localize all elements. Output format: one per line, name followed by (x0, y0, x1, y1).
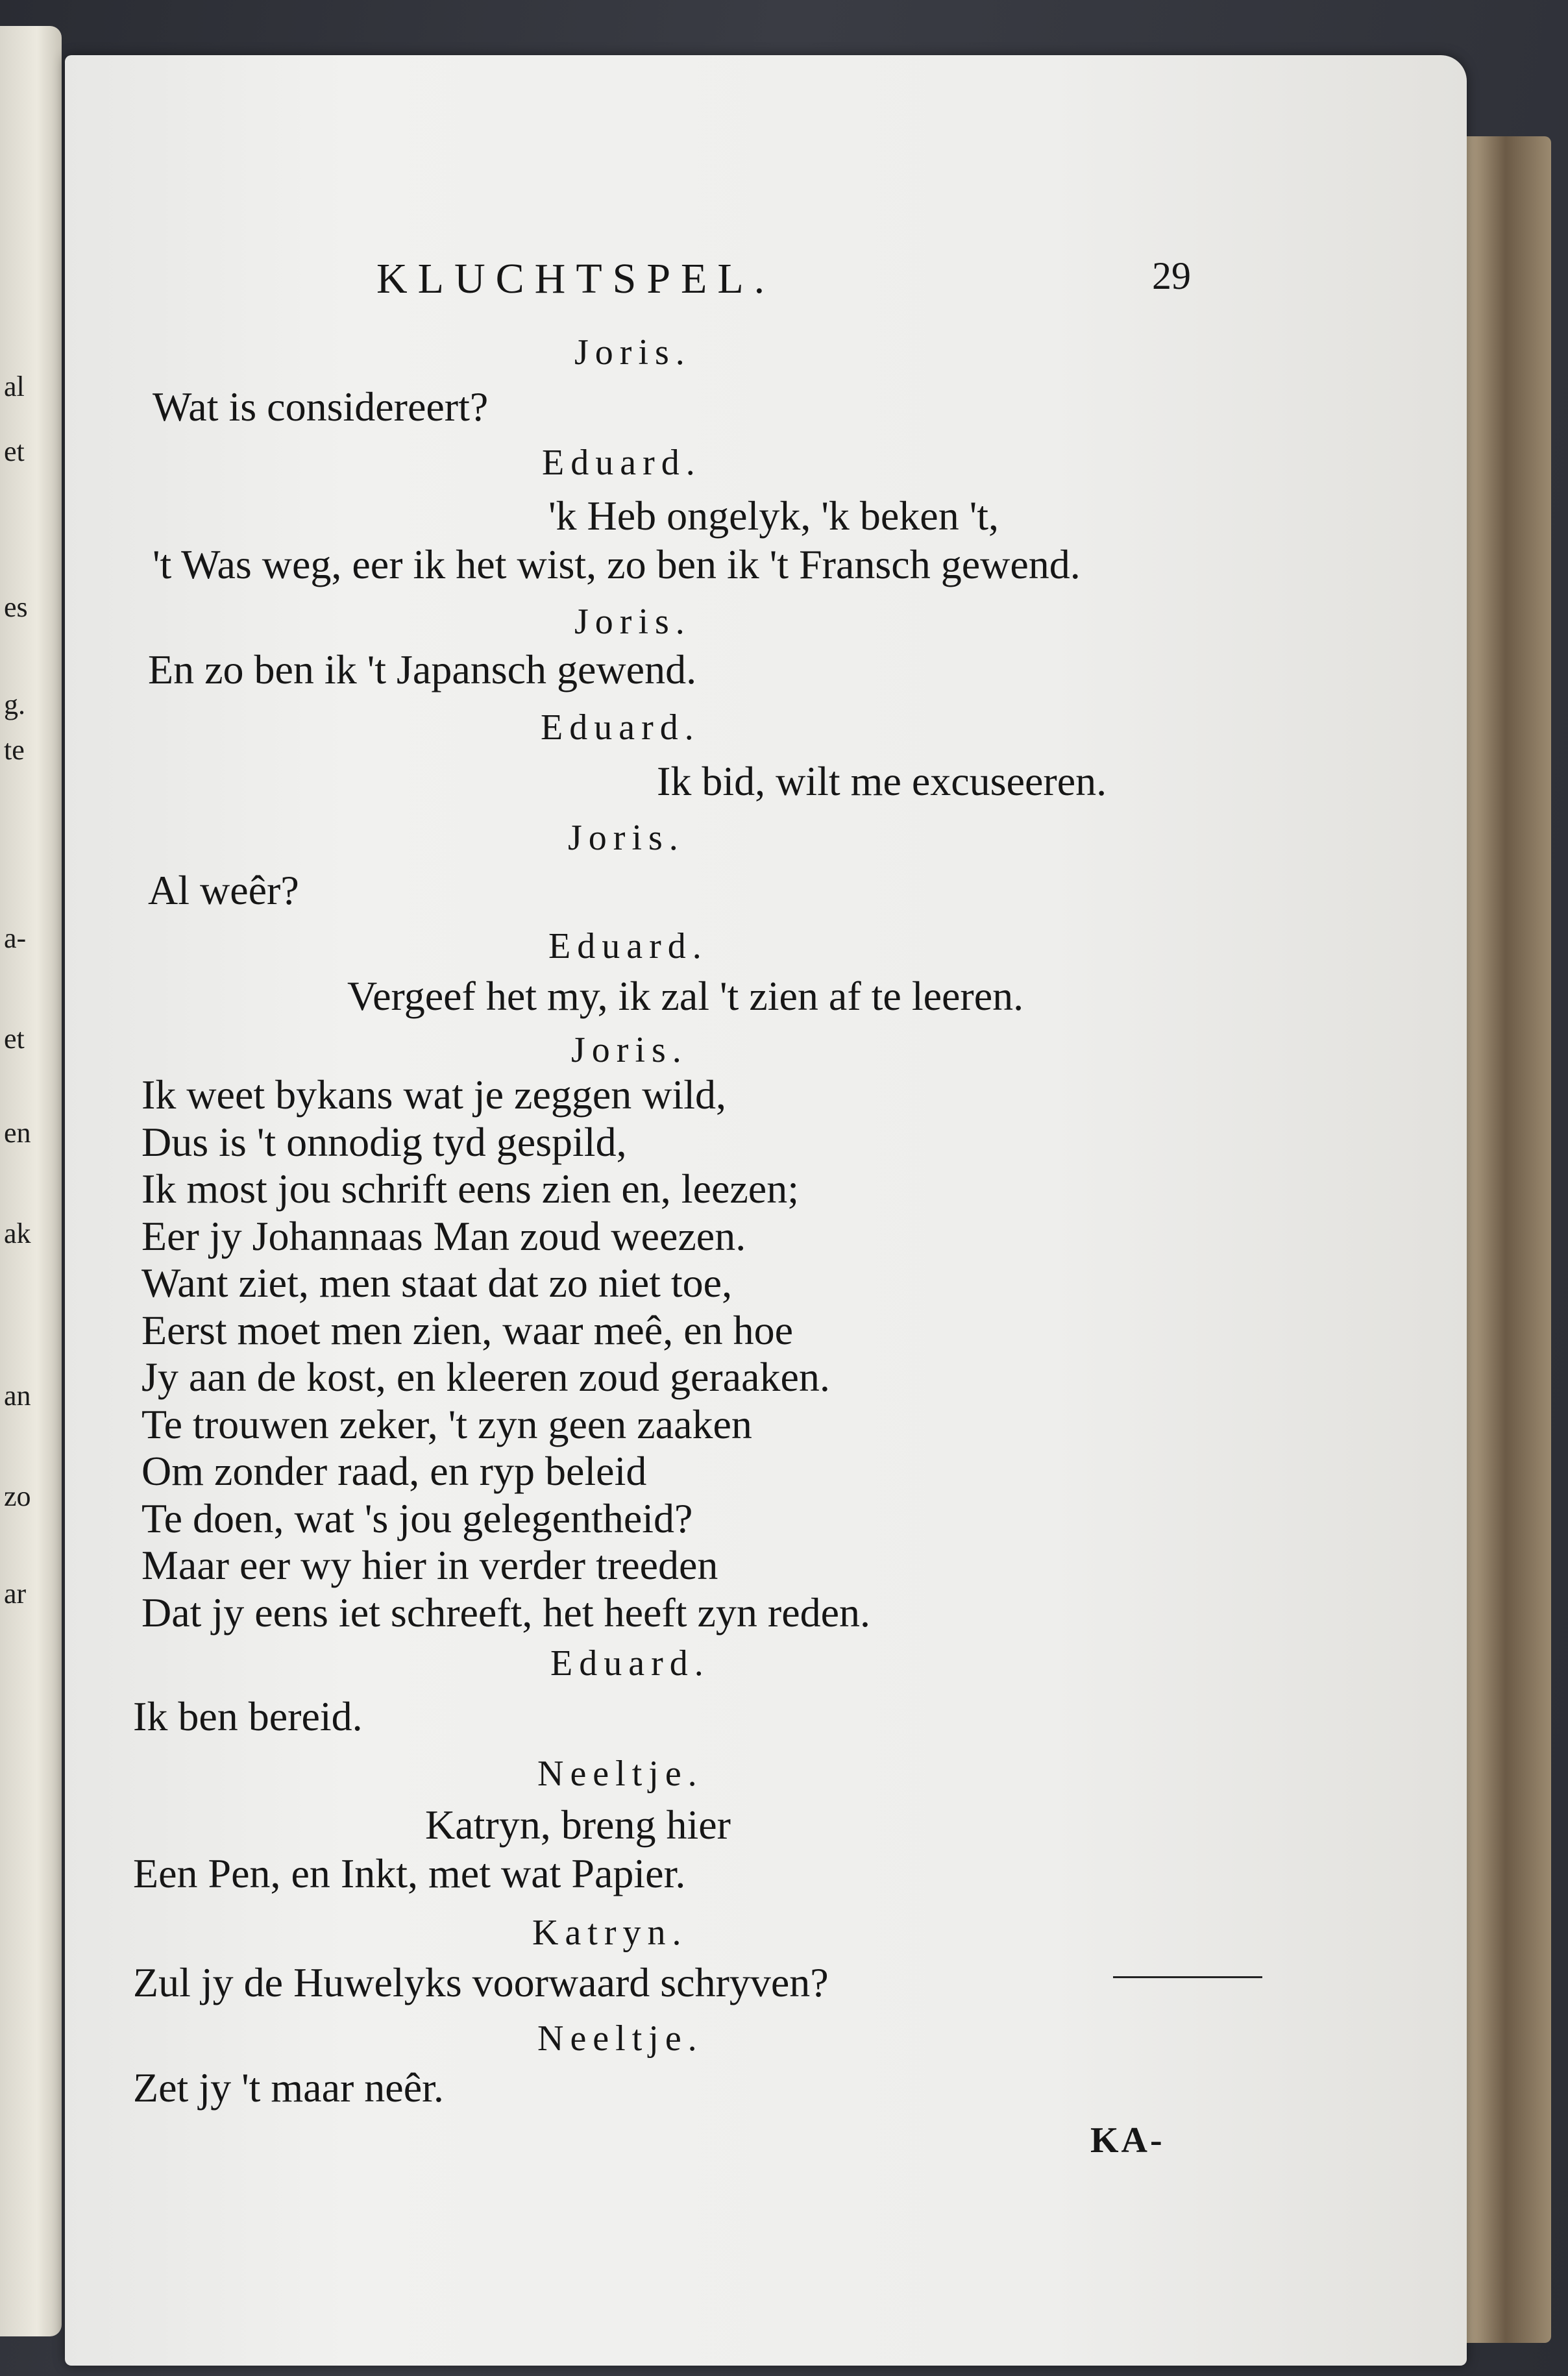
verse-line: Eer jy Johannaas Man zoud weezen. (141, 1213, 746, 1259)
left-page-fragment: ar (4, 1578, 27, 1610)
left-page-fragment: al (4, 371, 25, 402)
speaker-heading: Joris. (568, 818, 685, 858)
verse-line: Dus is 't onnodig tyd gespild, (141, 1119, 627, 1165)
verse-line: Ik bid, wilt me excuseeren. (657, 758, 1107, 804)
book-page (65, 55, 1467, 2366)
verse-line: Jy aan de kost, en kleeren zoud geraaken. (141, 1354, 830, 1400)
speaker-heading: Katryn. (532, 1913, 688, 1953)
verse-line: Ik weet bykans wat je zeggen wild, (141, 1072, 727, 1118)
speaker-heading: Eduard. (550, 1643, 710, 1684)
verse-line: Zul jy de Huwelyks voorwaard schryven? (133, 1959, 829, 2005)
catchword: KA- (1090, 2120, 1165, 2161)
verse-line: Want ziet, men staat dat zo niet toe, (141, 1260, 733, 1306)
verse-line: Wat is considereert? (153, 384, 489, 430)
speaker-heading: Joris. (571, 1030, 688, 1070)
verse-line: Zet jy 't maar neêr. (133, 2064, 444, 2111)
verse-line: Dat jy eens iet schreeft, het heeft zyn reden. (141, 1589, 871, 1635)
speaker-heading: Neeltje. (537, 2018, 704, 2059)
verse-line: Eerst moet men zien, waar meê, en hoe (141, 1307, 793, 1353)
verse-line: Een Pen, en Inkt, met wat Papier. (133, 1850, 686, 1896)
verse-line: Maar eer wy hier in verder treeden (141, 1542, 718, 1588)
verse-line: Al weêr? (148, 867, 299, 913)
speaker-heading: Joris. (574, 602, 691, 642)
running-head: KLUCHTSPEL. (376, 255, 776, 302)
left-page-fragment: et (4, 435, 25, 467)
speaker-heading: Eduard. (542, 443, 702, 483)
left-page-edge (0, 26, 62, 2336)
left-page-fragment: an (4, 1380, 31, 1412)
verse-line: Ik most jou schrift eens zien en, leezen; (141, 1166, 799, 1212)
speaker-heading: Eduard. (541, 707, 700, 748)
page-number: 29 (1152, 254, 1191, 297)
verse-line: En zo ben ik 't Japansch gewend. (148, 646, 697, 692)
verse-line: Vergeef het my, ik zal 't zien af te leeren. (347, 973, 1024, 1019)
speaker-heading: Joris. (574, 332, 691, 373)
left-page-fragment: g. (4, 689, 25, 720)
verse-line: Om zonder raad, en ryp beleid (141, 1448, 647, 1494)
page-text (65, 55, 1467, 2366)
verse-line: 'k Heb ongelyk, 'k beken 't, (548, 493, 999, 539)
ink-rule (1113, 1976, 1262, 1978)
verse-line: 't Was weg, eer ik het wist, zo ben ik 't Fransch gewend. (153, 541, 1081, 587)
speaker-heading: Eduard. (548, 926, 708, 966)
left-page-fragment: zo (4, 1480, 31, 1512)
left-page-fragment: a- (4, 922, 27, 954)
verse-line: Te trouwen zeker, 't zyn geen zaaken (141, 1401, 752, 1447)
left-page-fragment: ak (4, 1218, 31, 1249)
verse-line: Ik ben bereid. (133, 1693, 363, 1739)
left-page-fragment: et (4, 1023, 25, 1055)
speaker-heading: Neeltje. (537, 1754, 704, 1794)
left-page-fragment: te (4, 734, 25, 766)
left-page-fragment: en (4, 1117, 31, 1149)
verse-line: Te doen, wat 's jou gelegentheid? (141, 1495, 693, 1541)
left-page-fragment: es (4, 591, 28, 623)
verse-line: Katryn, breng hier (425, 1802, 731, 1848)
